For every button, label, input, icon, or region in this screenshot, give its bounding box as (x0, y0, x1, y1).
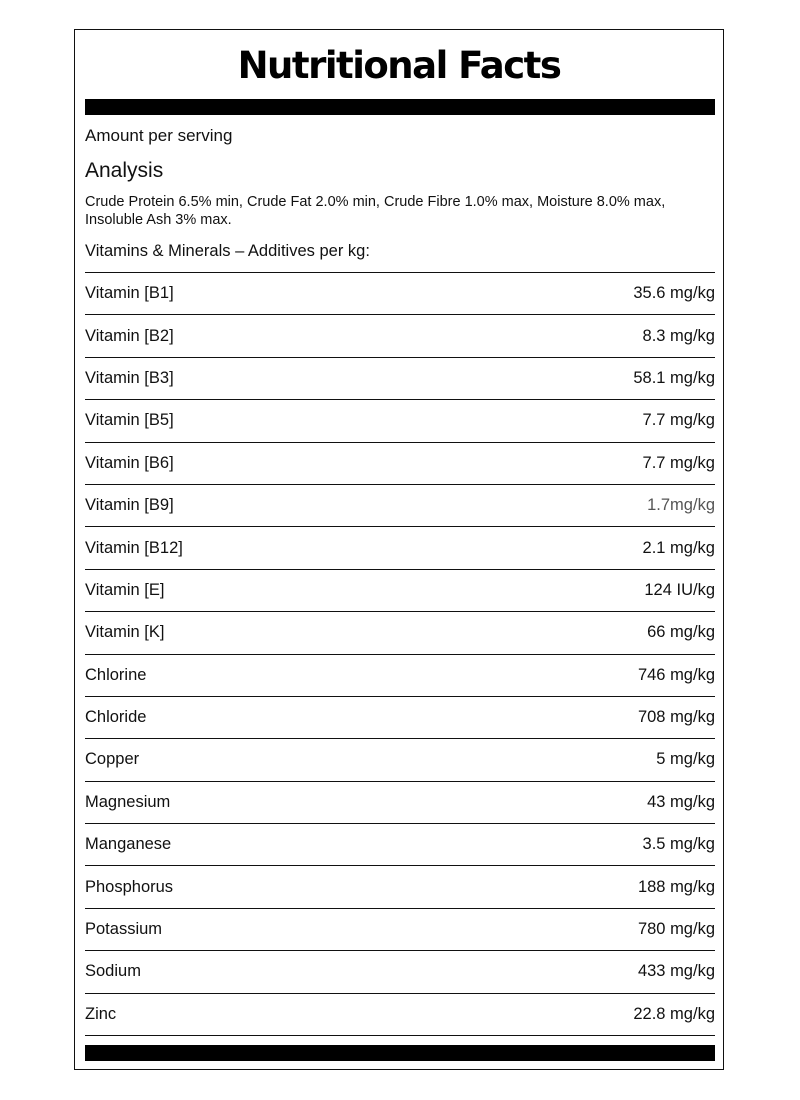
nutrient-value: 7.7 mg/kg (642, 453, 715, 472)
nutrient-table (85, 272, 715, 1036)
table-row (85, 527, 715, 569)
nutrient-value: 22.8 mg/kg (633, 1004, 715, 1023)
nutrient-value: 780 mg/kg (637, 920, 715, 939)
table-row (85, 824, 715, 866)
table-row (85, 273, 715, 315)
nutrient-name: Vitamin [B1] (85, 284, 174, 303)
nutrient-value: 746 mg/kg (637, 665, 715, 684)
nutrient-value: 708 mg/kg (637, 708, 715, 727)
table-row (85, 358, 715, 400)
nutrient-value: 43 mg/kg (647, 792, 715, 811)
nutrient-name: Copper (85, 750, 140, 769)
nutrient-name: Vitamin [B9] (85, 496, 174, 515)
nutrient-name: Manganese (85, 835, 172, 854)
nutrient-name: Chloride (85, 708, 147, 727)
table-row (85, 655, 715, 697)
nutrient-name: Vitamin [B5] (85, 411, 174, 430)
table-row (85, 951, 715, 993)
table-row (85, 570, 715, 612)
table-row (85, 909, 715, 951)
nutrient-value: 5 mg/kg (656, 750, 715, 769)
nutrient-name: Vitamin [E] (85, 580, 165, 599)
table-row (85, 400, 715, 442)
nutrient-value: 2.1 mg/kg (642, 538, 715, 557)
bottom-divider-bar (85, 1045, 715, 1061)
amount-per-serving: Amount per serving (85, 126, 233, 145)
nutrient-value: 188 mg/kg (637, 877, 715, 896)
analysis-heading: Analysis (85, 159, 164, 182)
nutrient-name: Chlorine (85, 665, 147, 684)
nutrient-name: Magnesium (85, 792, 171, 811)
nutrient-value: 433 mg/kg (637, 962, 715, 981)
nutrient-name: Vitamin [B3] (85, 368, 174, 387)
nutrient-value: 3.5 mg/kg (642, 835, 715, 854)
table-row (85, 315, 715, 357)
analysis-text: Crude Protein 6.5% min, Crude Fat 2.0% min, Crude Fibre 1.0% max, Moisture 8.0% max, Insoluble Ash 3% max. (85, 194, 666, 228)
nutrient-value: 7.7 mg/kg (642, 411, 715, 430)
table-row (85, 443, 715, 485)
nutrient-name: Vitamin [B6] (85, 453, 174, 472)
top-divider-bar (85, 99, 715, 115)
table-row (85, 697, 715, 739)
table-row (85, 739, 715, 781)
table-row (85, 612, 715, 654)
table-row (85, 866, 715, 908)
nutrient-value: 1.7mg/kg (647, 496, 715, 515)
nutrient-name: Vitamin [B2] (85, 326, 174, 345)
table-row (85, 485, 715, 527)
table-row (85, 994, 715, 1036)
nutrient-value: 66 mg/kg (647, 623, 715, 642)
label-title: Nutritional Facts (237, 44, 561, 87)
nutrient-name: Sodium (85, 962, 141, 981)
nutrient-value: 124 IU/kg (644, 580, 715, 599)
nutrient-value: 8.3 mg/kg (642, 326, 715, 345)
vitamins-minerals-heading: Vitamins & Minerals – Additives per kg: (85, 242, 370, 260)
table-row (85, 782, 715, 824)
nutrient-value: 35.6 mg/kg (633, 284, 715, 303)
nutrient-name: Zinc (85, 1004, 117, 1023)
nutrient-name: Vitamin [B12] (85, 538, 183, 557)
nutrient-value: 58.1 mg/kg (633, 368, 715, 387)
nutrient-name: Vitamin [K] (85, 623, 165, 642)
nutrient-name: Phosphorus (85, 877, 174, 896)
nutrition-label (74, 29, 724, 1070)
nutrient-name: Potassium (85, 920, 163, 939)
